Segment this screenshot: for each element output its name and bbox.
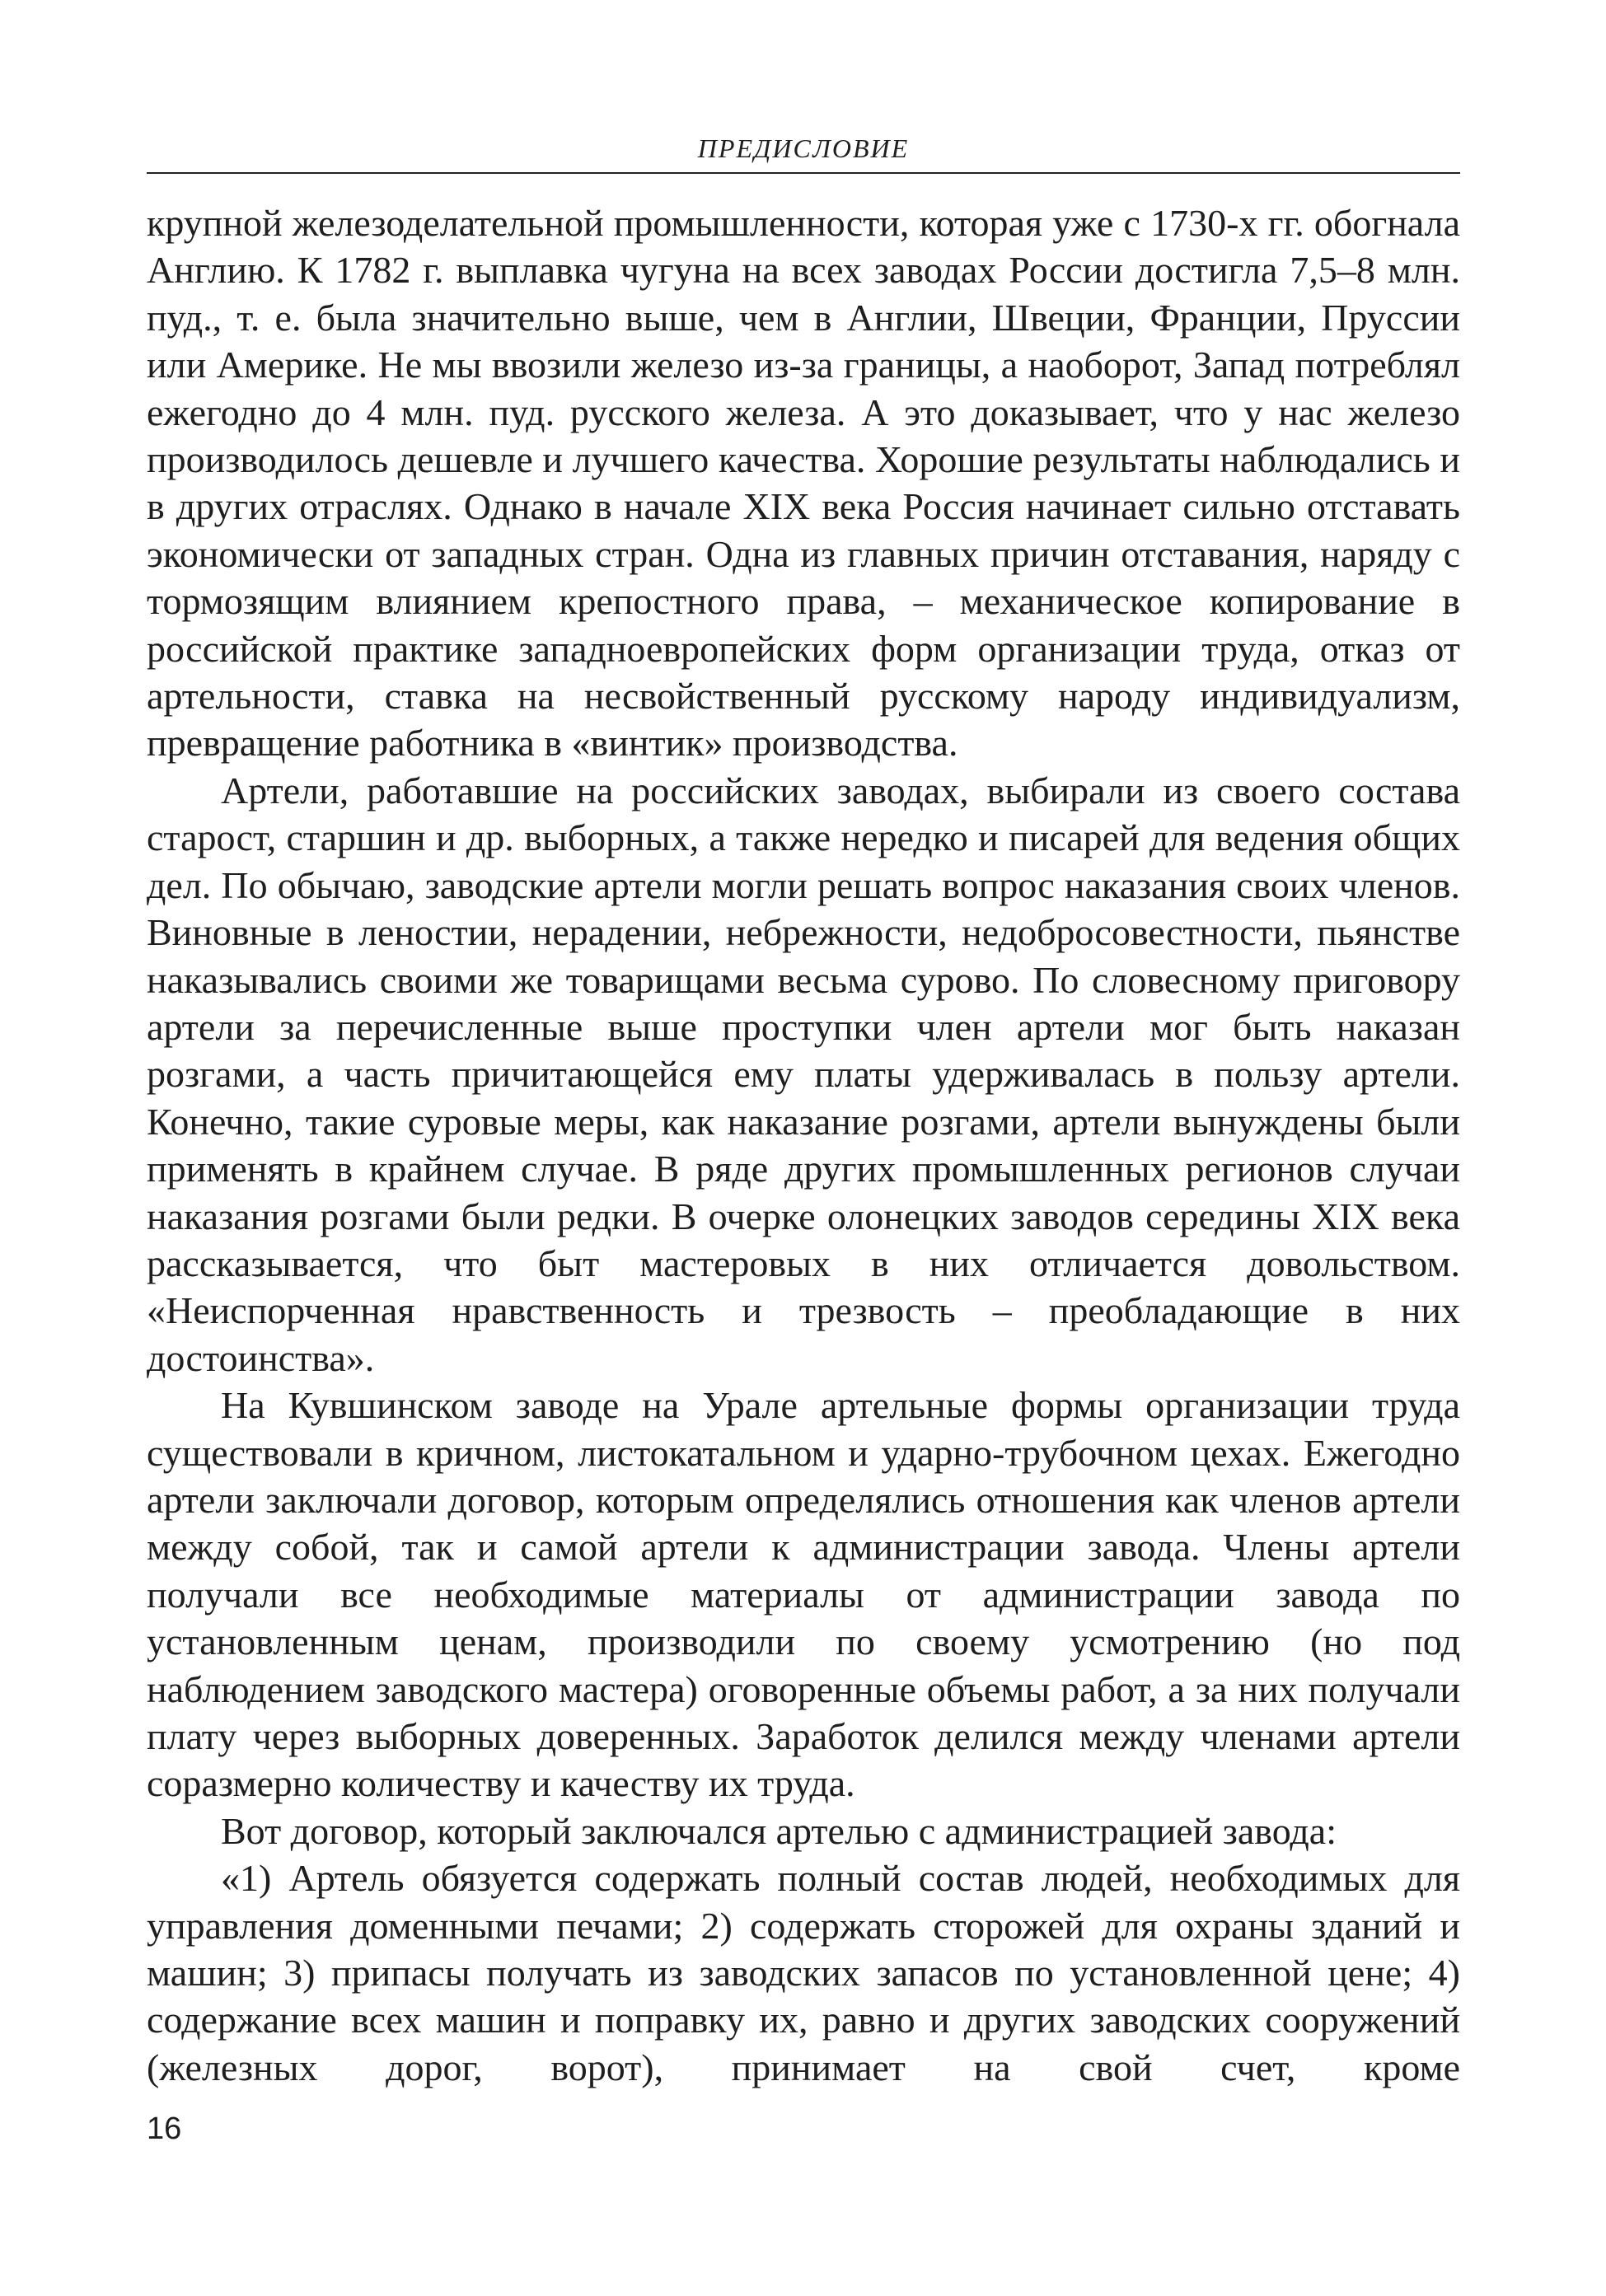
paragraph-5: «1) Артель обязуется содержать полный состав людей, необходимых для управления доменными печами; 2) содержать сторожей для охраны зданий и машин; 3) припасы получать из заводских запасов по установленной цене; 4) содержание всех машин и поправку их, равно и других заводских сооружений (железных дорог, ворот), принимает на свой счет, кроме [147, 1857, 1460, 2088]
running-header: ПРЕДИСЛОВИЕ [697, 133, 910, 163]
paragraph-3: На Кувшинском заводе на Урале артельные формы организации труда существовали в кричном, листокатальном и ударно-трубочном цехах. Ежегодно артели заключали договор, которым определялись отношения как членов артели между собой, так и самой артели к администрации завода. Члены артели получали все необходимые материалы от администрации завода по установленным ценам, производили по своему усмотрению (но под наблюдением заводского мастера) оговоренные объемы работ, а за них получали плату через выборных доверенных. Заработок делился между членами артели соразмерно количеству и качеству их труда. [147, 1384, 1460, 1805]
paragraph-2: Артели, работавшие на российских заводах, выбирали из своего состава старост, старшин и др. выборных, а также нередко и писарей для ведения общих дел. По обычаю, заводские артели могли решать вопрос наказания своих членов. Виновные в леностии, нерадении, небрежности, недобросовестности, пьянстве наказывались своими же товарищами весьма сурово. По словесному приговору артели за перечисленные выше проступки член артели мог быть наказан розгами, а часть причитающейся ему платы удерживалась в пользу артели. Конечно, такие суровые меры, как наказание розгами, артели вынуждены были применять в крайнем случае. В ряде других промышленных регионов случаи наказания розгами были редки. В очерке олонецких заводов середины XIX века рассказывается, что быт мастеровых в них отличается довольством. «Неиспорченная нравственность и трезвость – преобладающие в них достоинства». [147, 769, 1460, 1379]
page-number: 16 [147, 2111, 182, 2146]
paragraph-1: крупной железоделательной промышленности, которая уже с 1730-х гг. обогнала Англию. К 1782 г. выплавка чугуна на всех заводах России достигла 7,5–8 млн. пуд., т. е. была значительно выше, чем в Англии, Швеции, Франции, Пруссии или Америке. Не мы ввозили железо из-за границы, а наоборот, Запад потреблял ежегодно до 4 млн. пуд. русского железа. А это доказывает, что у нас железо производилось дешевле и лучшего качества. Хорошие результаты наблюдались и в других отраслях. Однако в начале XIX века Россия начинает сильно отставать экономически от западных стран. Одна из главных причин отставания, наряду с тормозящим влиянием крепостного права, – механическое копирование в российской практике западноевропейских форм организации труда, отказ от артельности, ставка на несвойственный русскому народу индивидуализм, превращение работника в «винтик» производства. [147, 202, 1460, 765]
header-rule [147, 172, 1460, 174]
body-text [147, 199, 1460, 2091]
paragraph-4: Вот договор, который заключался артелью с администрацией завода: [221, 1809, 1337, 1852]
